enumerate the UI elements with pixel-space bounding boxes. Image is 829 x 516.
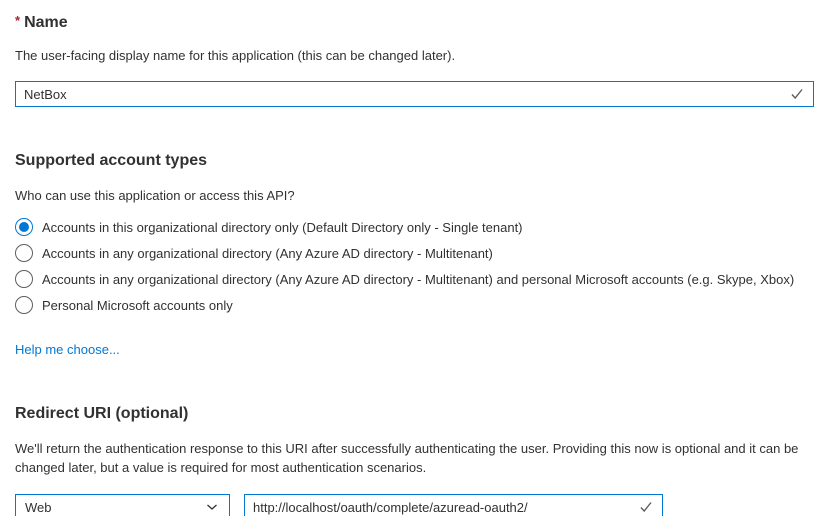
account-types-question: Who can use this application or access this API? xyxy=(15,188,295,203)
redirect-uri-section xyxy=(15,403,814,516)
chevron-down-icon xyxy=(204,499,220,515)
radio-option-personal-only[interactable] xyxy=(15,292,814,318)
name-section xyxy=(15,10,814,107)
valid-check-icon xyxy=(789,86,805,102)
platform-select-value: Web xyxy=(25,499,52,515)
radio-option-multitenant[interactable] xyxy=(15,240,814,266)
name-section-title xyxy=(15,10,814,33)
redirect-uri-input-wrap xyxy=(244,494,663,516)
radio-option-label: Accounts in any organizational directory (Any Azure AD directory - Multitenant) and personal Microsoft accounts (e.g. Skype, Xbox) xyxy=(42,271,795,287)
platform-select[interactable] xyxy=(15,494,230,516)
redirect-uri-description: We'll return the authentication response to this URI after successfully authenticating the user. Providing this now is optional and it can be changed later, but a value is required for most authentication scenarios. xyxy=(15,441,799,475)
radio-option-label: Accounts in this organizational directory only (Default Directory only - Single tenant) xyxy=(42,219,523,235)
valid-check-icon xyxy=(638,499,654,515)
radio-icon[interactable] xyxy=(15,296,33,314)
help-me-choose-link[interactable]: Help me choose... xyxy=(15,342,120,357)
name-input-wrap xyxy=(15,81,814,107)
redirect-uri-row xyxy=(15,494,814,516)
radio-option-multitenant-personal[interactable] xyxy=(15,266,814,292)
radio-option-label: Personal Microsoft accounts only xyxy=(42,297,233,313)
radio-option-label: Accounts in any organizational directory (Any Azure AD directory - Multitenant) xyxy=(42,245,493,261)
name-description: The user-facing display name for this application (this can be changed later). xyxy=(15,48,456,63)
account-types-title: Supported account types xyxy=(15,152,208,169)
radio-icon[interactable] xyxy=(15,218,33,236)
redirect-uri-title: Redirect URI (optional) xyxy=(15,405,189,422)
name-input[interactable] xyxy=(16,82,789,106)
radio-option-single-tenant[interactable] xyxy=(15,214,814,240)
account-types-section xyxy=(15,150,814,359)
name-label: Name xyxy=(24,14,68,31)
required-asterisk: * xyxy=(15,13,21,28)
radio-icon[interactable] xyxy=(15,270,33,288)
radio-icon[interactable] xyxy=(15,244,33,262)
redirect-uri-input[interactable] xyxy=(245,495,638,516)
account-type-radio-group xyxy=(15,214,814,318)
